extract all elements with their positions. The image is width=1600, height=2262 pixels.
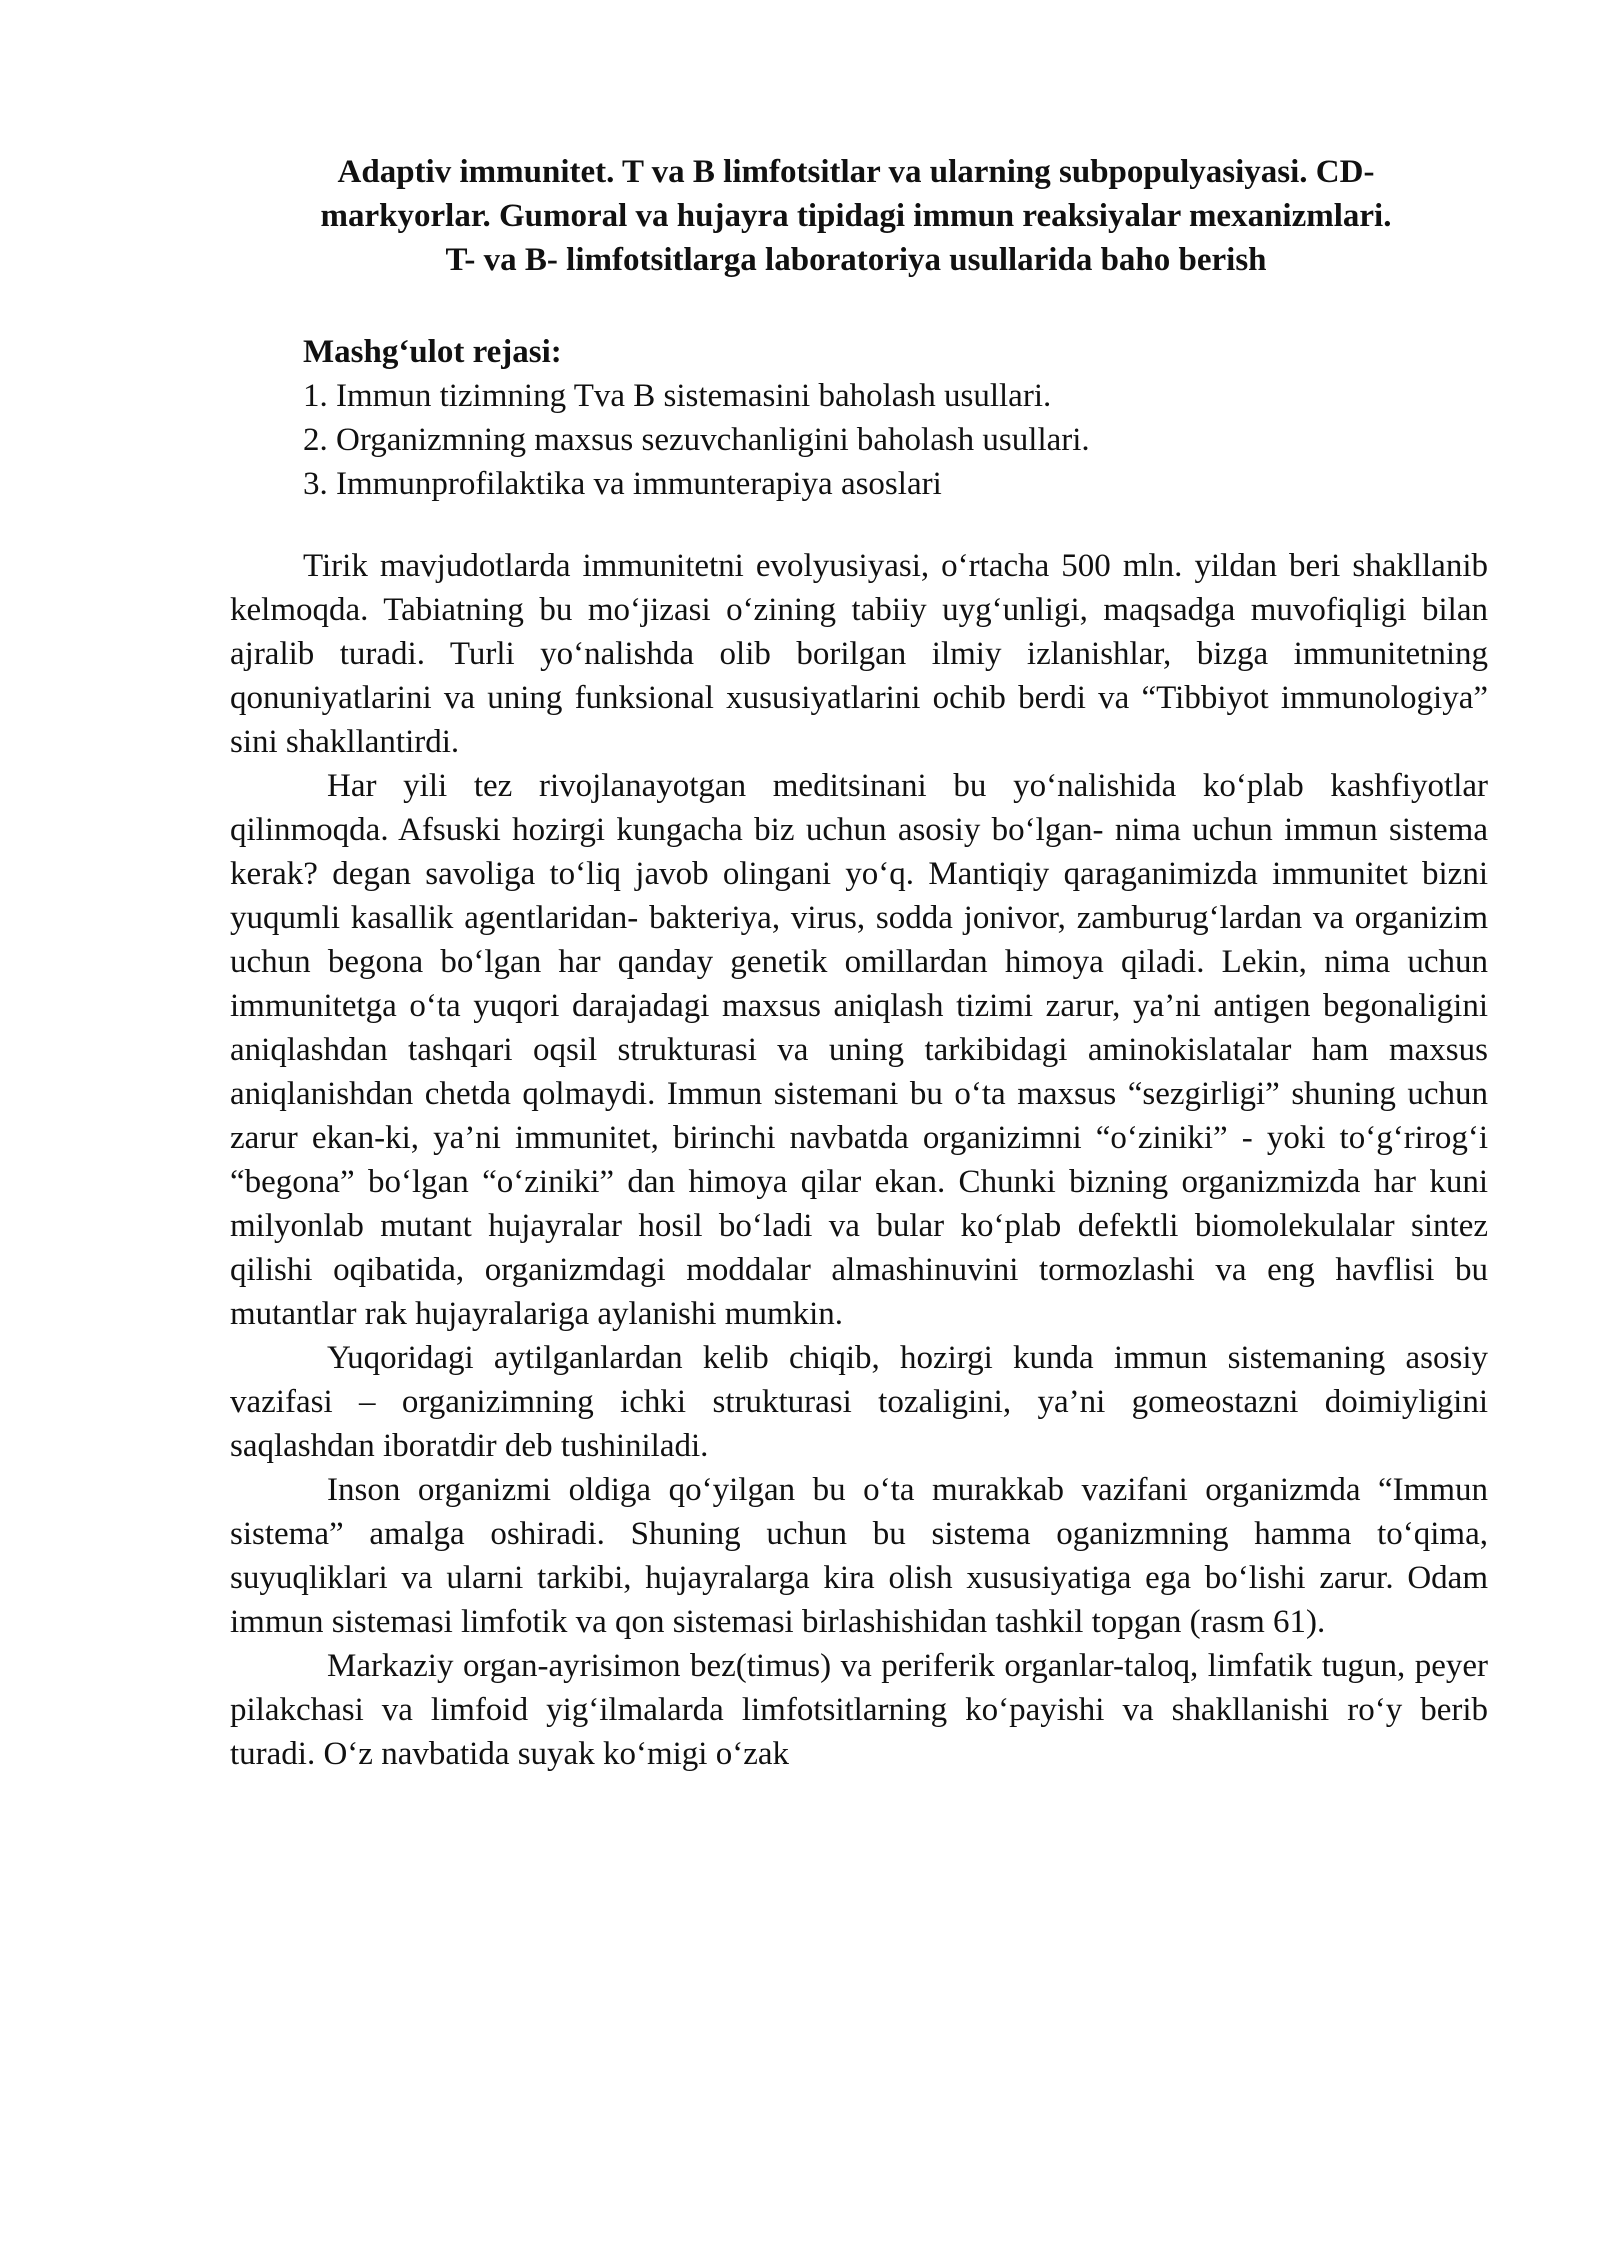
lesson-plan-heading: Mashg‘ulot rejasi: [303, 334, 562, 370]
document-title [228, 150, 1484, 282]
paragraph-3: Yuqoridagi aytilganlardan kelib chiqib, hozirgi kunda immun sistemaning asosiy vazifasi – organizimning ichki strukturasi tozaligini, ya’ni gomeostazni doimiyligini saqlashdan iboratdir deb tushiniladi. [230, 1340, 1488, 1464]
body-text [230, 544, 1488, 1776]
paragraph-4: Inson organizmi oldiga qo‘yilgan bu o‘ta murakkab vazifani organizmda “Immun sistema” amalga oshiradi. Shuning uchun bu sistema oganizmning hamma to‘qima, suyuqliklari va ularni tarkibi, hujayralarga kira olish xususiyatiga ega bo‘lishi zarur. Odam immun sistemasi limfotik va qon sistemasi birlashishidan tashkil topgan (rasm 61). [230, 1472, 1488, 1640]
title-line-3: T- va B- limfotsitlarga laboratoriya usullarida baho berish [445, 242, 1267, 278]
lesson-plan-item-2: 2. Organizmning maxsus sezuvchanligini baholash usullari. [303, 422, 1090, 458]
title-line-2: markyorlar. Gumoral va hujayra tipidagi immun reaksiyalar mexanizmlari. [320, 198, 1392, 234]
title-line-1: Adaptiv immunitet. T va B limfotsitlar va ularning subpopulyasiyasi. CD- [337, 154, 1375, 190]
paragraph-1: Tirik mavjudotlarda immunitetni evolyusiyasi, o‘rtacha 500 mln. yildan beri shakllanib kelmoqda. Tabiatning bu mo‘jizasi o‘zining tabiiy uyg‘unligi, maqsadga muvofiqligi bilan ajralib turadi. Turli yo‘nalishda olib borilgan ilmiy izlanishlar, bizga immunitetning qonuniyatlarini va uning funksional xususiyatlarini ochib berdi va “Tibbiyot immunologiya” sini shakllantirdi. [230, 548, 1488, 760]
paragraph-5: Markaziy organ-ayrisimon bez(timus) va periferik organlar-taloq, limfatik tugun, peyer pilakchasi va limfoid yig‘ilmalarda limfotsitlarning ko‘payishi va shakllanishi ro‘y berib turadi. O‘z navbatida suyak ko‘migi o‘zak [230, 1648, 1488, 1772]
lesson-plan-item-1: 1. Immun tizimning Tva B sistemasini baholash usullari. [303, 378, 1052, 414]
paragraph-2: Har yili tez rivojlanayotgan meditsinani bu yo‘nalishida ko‘plab kashfiyotlar qilinmoqda. Afsuski hozirgi kungacha biz uchun asosiy bo‘lgan- nima uchun immun sistema kerak? degan savoliga to‘liq javob olingani yo‘q. Mantiqiy qaraganimizda immunitet bizni yuqumli kasallik agentlaridan- bakteriya, virus, sodda jonivor, zamburug‘lardan va organizim uchun begona bo‘lgan har qanday genetik omillardan himoya qiladi. Lekin, nima uchun immunitetga o‘ta yuqori darajadagi maxsus aniqlash tizimi zarur, ya’ni antigen begonaligini aniqlashdan tashqari oqsil strukturasi va uning tarkibidagi aminokislatalar ham maxsus aniqlanishdan chetda qolmaydi. Immun sistemani bu o‘ta maxsus “sezgirligi” shuning uchun zarur ekan-ki, ya’ni immunitet, birinchi navbatda organizimni “o‘ziniki” - yoki to‘g‘rirog‘i “begona” bo‘lgan “o‘ziniki” dan himoya qilar ekan. Chunki bizning organizmizda har kuni milyonlab mutant hujayralar hosil bo‘ladi va bular ko‘plab defektli biomolekulalar sintez qilishi oqibatida, organizmdagi moddalar almashinuvini tormozlashi va eng havflisi bu mutantlar rak hujayralariga aylanishi mumkin. [230, 768, 1488, 1332]
lesson-plan-item-3: 3. Immunprofilaktika va immunterapiya asoslari [303, 466, 942, 502]
lesson-plan [303, 330, 1403, 506]
